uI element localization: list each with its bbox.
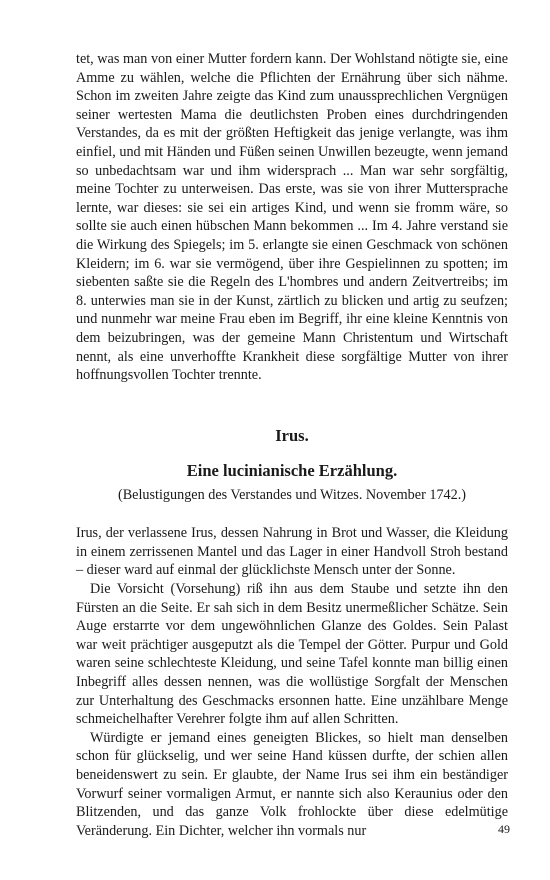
- body-paragraph-2: Die Vorsicht (Vorsehung) riß ihn aus dem Staube und setzte ihn den Fürsten an die Seite. Er sah sich in dem Besitz unermeßlicher Schätze. Sein Auge erstarrte vor dem ungewöhnlichen Glanze des Goldes. Sein Palast war weit prächtiger ausgeputzt als die Tempel der Götter. Purpur und Gold waren seine schlechteste Kleidung, und seine Tafel konnte man billig einen Inbegriff alles dessen nennen, was die wollüstige Sorgfalt der Menschen zur Unterhaltung des Geschmacks ersonnen hatte. Eine unzählbare Menge schmeichelhafter Verehrer folgte ihm auf allen Schritten.: [76, 581, 508, 728]
- chapter-heading: Irus.: [275, 425, 309, 445]
- body-paragraph-3: Würdigte er jemand eines geneigten Blickes, so hielt man denselben schon für glückselig, und wer seine Hand küssen durfte, der schien allen beneidenswert zu sein. Er glaubte, der Name Irus sei ihm ein beständiger Vorwurf seiner vormaligen Armut, er nannte sich also Keraunius oder den Blitzenden, und das ganze Volk frohlockte über diese edelmütige Veränderung. Ein Dichter, welcher ihn vormals nur: [76, 729, 508, 839]
- page-content: [76, 50, 508, 840]
- section-gap: [76, 504, 508, 524]
- intro-paragraph: tet, was man von einer Mutter fordern kann. Der Wohlstand nötigte sie, eine Amme zu wählen, welche die Pflichten der Ernährung über sich nähme. Schon im zweiten Jahre zeigte das Kind zum unaussprechlichen Vergnügen seiner wertesten Mama die deutlichsten Proben eines durchdringenden Verstandes, da es mit der größten Heftigkeit das jenige verlangte, was ihm einfiel, und mit Händen und Füßen seinen Unwillen bezeugte, wenn jemand so unbedachtsam war und ihm widersprach ... Man war sehr sorgfältig, meine Tochter zu unterweisen. Das erste, was sie von ihrer Muttersprache lernte, war dieses: sie sei ein artiges Kind, und wenn sie fromm wäre, so sollte sie auch einen hübschen Mann bekommen ... Im 4. Jahre verstand sie die Wirkung des Spiegels; im 5. erlangte sie einen Geschmack von schönen Kleidern; im 6. war sie vermögend, über ihre Gespielinnen zu spotten; im siebenten saßte sie die Regeln des L'hombres und andern Zeitvertreibs; im 8. unterwies man sie in der Kunst, zärtlich zu blicken und artig zu seufzen; und nunmehr war meine Frau eben im Begriff, ihr eine kleine Kenntnis von dem beizubringen, was der gemeine Mann Christentum und Wirtschaft nennt, als eine unverhoffte Krankheit diese sorgfältige Mutter von ihrer hoffnungsvollen Tochter trennte.: [76, 51, 508, 384]
- chapter-subheading: Eine lucinianische Erzählung.: [186, 460, 398, 480]
- body-paragraph-1: Irus, der verlassene Irus, dessen Nahrung in Brot und Wasser, die Kleidung in einem zerrissenen Mantel und das Lager in einer Handvoll Stroh bestand – dieser ward auf einmal der glücklichste Mensch unter der Sonne.: [76, 525, 508, 579]
- source-note: (Belustigungen des Verstandes und Witzes. November 1742.): [117, 486, 466, 503]
- page-number: 49: [498, 822, 510, 836]
